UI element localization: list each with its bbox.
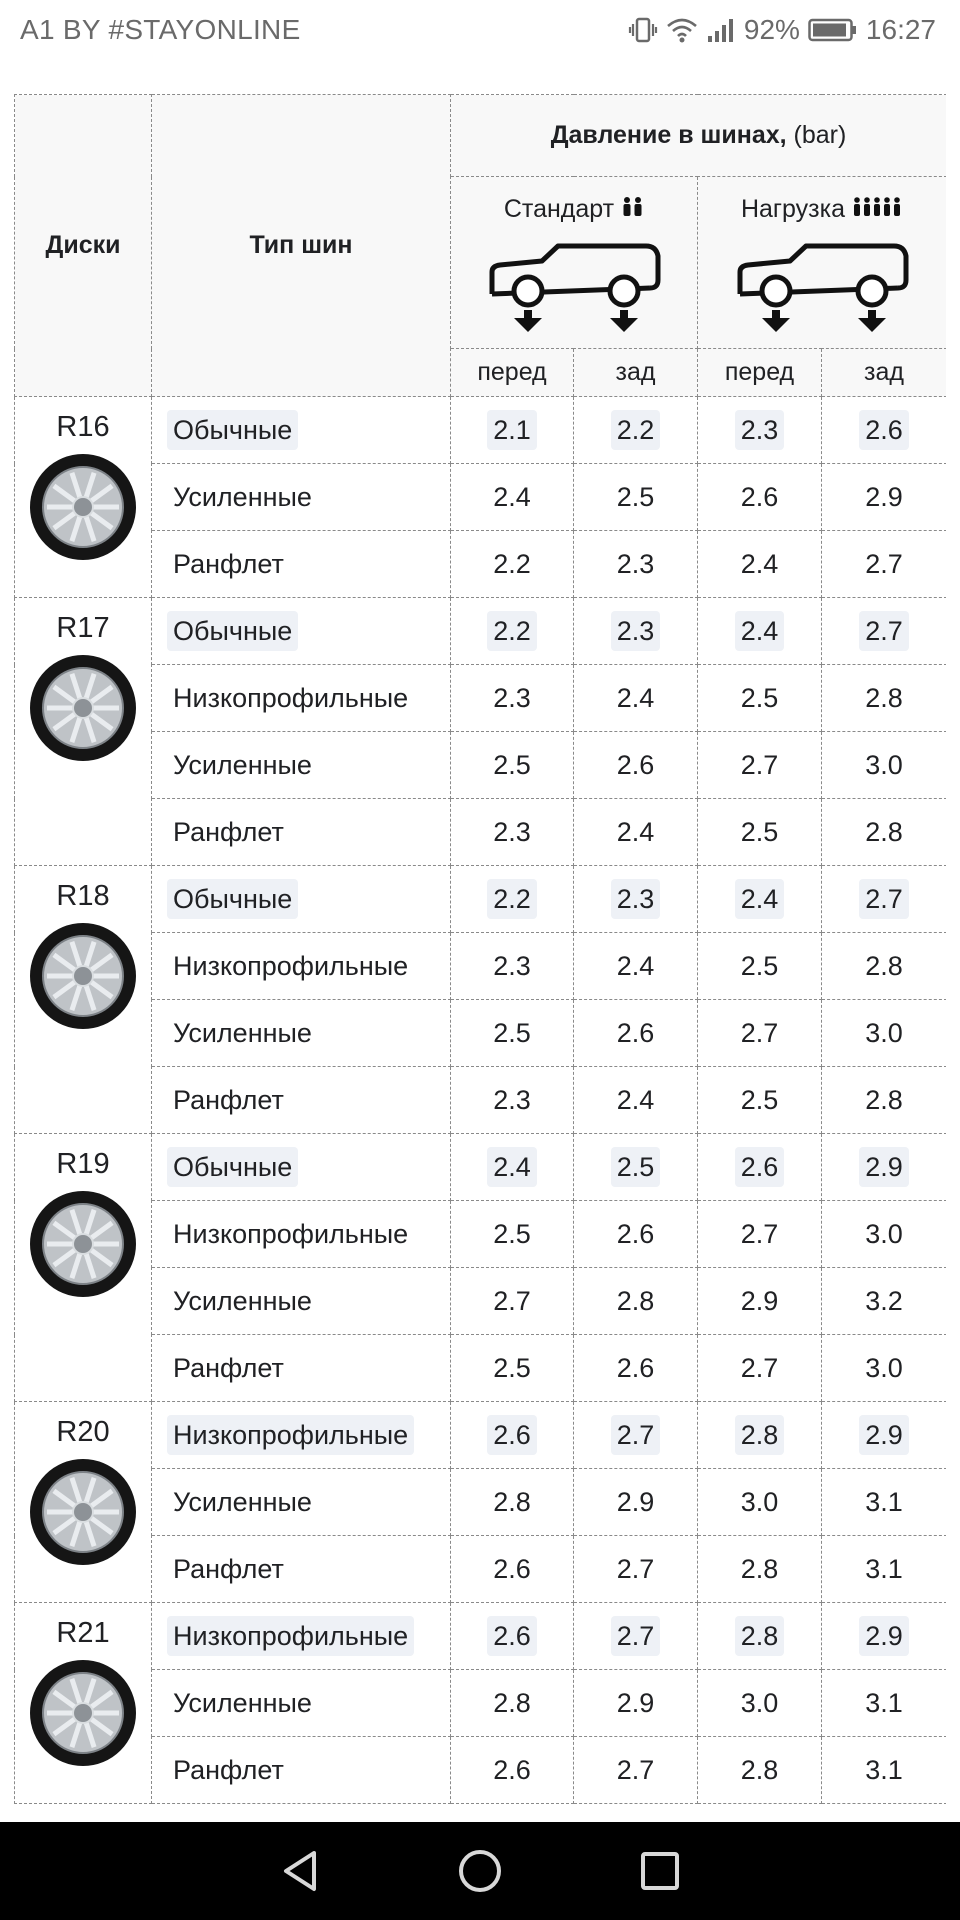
- pressure-value: 2.7: [616, 1754, 655, 1785]
- pressure-value-cell: [451, 531, 574, 598]
- pressure-value-cell: [574, 531, 698, 598]
- pressure-value-cell: [698, 397, 822, 464]
- pressure-value-cell: [574, 1670, 698, 1737]
- pressure-value: 2.9: [859, 1147, 909, 1187]
- tire-type-cell: [152, 1134, 451, 1201]
- pressure-value-cell: [698, 732, 822, 799]
- table-row: [15, 1067, 947, 1134]
- pressure-value-cell: [822, 464, 947, 531]
- pressure-value-cell: [822, 866, 947, 933]
- back-icon[interactable]: [270, 1841, 330, 1901]
- pressure-value-cell: [574, 1335, 698, 1402]
- tire-type-cell: [152, 464, 451, 531]
- standard-label: Стандарт: [503, 195, 615, 223]
- pressure-value: 2.6: [493, 1754, 531, 1785]
- tire-type-label: Обычные: [167, 1147, 298, 1187]
- pressure-value-cell: [451, 1000, 574, 1067]
- disk-cell-r21: [15, 1603, 152, 1804]
- pressure-value: 2.6: [487, 1415, 537, 1455]
- wifi-icon: [666, 16, 698, 44]
- load-label: Нагрузка: [740, 195, 846, 223]
- disk-cell-r19: [15, 1134, 152, 1402]
- pressure-value: 3.0: [740, 1486, 779, 1517]
- pressure-value-cell: [574, 1000, 698, 1067]
- pressure-value: 2.6: [616, 1017, 655, 1048]
- pressure-value: 2.2: [487, 879, 537, 919]
- pressure-value-cell: [574, 397, 698, 464]
- tire-type-cell: [152, 1536, 451, 1603]
- table-row: [15, 799, 947, 866]
- pressure-value-cell: [451, 665, 574, 732]
- pressure-value-cell: [574, 1067, 698, 1134]
- header-standard-rear: зад: [574, 349, 698, 397]
- disk-cell-r17: [15, 598, 152, 866]
- tire-type-label: Усиленные: [173, 481, 312, 512]
- pressure-value: 2.8: [865, 1084, 903, 1115]
- navigation-bar: [0, 1822, 960, 1920]
- pressure-value-cell: [698, 531, 822, 598]
- pressure-value: 2.6: [487, 1616, 537, 1656]
- pressure-value-cell: [822, 1670, 947, 1737]
- pressure-value: 2.8: [740, 1553, 779, 1584]
- pressure-value-cell: [451, 464, 574, 531]
- table-row: [15, 1737, 947, 1804]
- pressure-value: 3.1: [865, 1486, 903, 1517]
- pressure-value-cell: [698, 665, 822, 732]
- table-row: [15, 732, 947, 799]
- pressure-value-cell: [698, 1067, 822, 1134]
- pressure-value: 2.9: [859, 1616, 909, 1656]
- wheel-icon: [15, 653, 151, 768]
- header-load-rear: зад: [822, 349, 947, 397]
- tire-type-cell: [152, 1670, 451, 1737]
- pressure-value-cell: [451, 397, 574, 464]
- pressure-value-cell: [698, 1268, 822, 1335]
- tire-type-cell: [152, 732, 451, 799]
- pressure-value-cell: [698, 1402, 822, 1469]
- tire-type-cell: [152, 1268, 451, 1335]
- pressure-value-cell: [822, 1134, 947, 1201]
- pressure-value: 2.8: [740, 1754, 779, 1785]
- tire-type-label: Ранфлет: [173, 816, 284, 847]
- pressure-value: 2.7: [740, 1352, 779, 1383]
- pressure-value: 3.2: [865, 1285, 903, 1316]
- pressure-value: 2.3: [611, 611, 661, 651]
- pressure-value-cell: [451, 1737, 574, 1804]
- pressure-value: 2.4: [735, 611, 785, 651]
- pressure-value-cell: [822, 397, 947, 464]
- pressure-value-cell: [574, 1469, 698, 1536]
- pressure-value-cell: [698, 1134, 822, 1201]
- pressure-value: 2.7: [611, 1415, 661, 1455]
- pressure-value-cell: [451, 1469, 574, 1536]
- pressure-value: 2.2: [611, 410, 661, 450]
- tire-type-cell: [152, 1603, 451, 1670]
- wheel-icon: [15, 921, 151, 1036]
- table-row: [15, 397, 947, 464]
- rim-size: R17: [56, 612, 110, 644]
- pressure-value: 2.5: [493, 1352, 531, 1383]
- pressure-value: 2.6: [859, 410, 909, 450]
- pressure-value-cell: [822, 1067, 947, 1134]
- tire-type-label: Низкопрофильные: [173, 950, 409, 981]
- pressure-value-cell: [451, 1402, 574, 1469]
- pressure-value-cell: [822, 665, 947, 732]
- pressure-value: 2.7: [616, 1553, 655, 1584]
- pressure-value-cell: [451, 933, 574, 1000]
- pressure-value-cell: [451, 866, 574, 933]
- pressure-value: 2.6: [616, 1352, 655, 1383]
- table-row: [15, 1134, 947, 1201]
- pressure-value: 2.8: [735, 1616, 785, 1656]
- tire-type-label: Ранфлет: [173, 548, 284, 579]
- pressure-value-cell: [698, 866, 822, 933]
- pressure-value-cell: [451, 1670, 574, 1737]
- pressure-value: 2.8: [865, 682, 903, 713]
- pressure-value-cell: [822, 1737, 947, 1804]
- header-tire-type: Тип шин: [152, 95, 451, 397]
- pressure-value-cell: [822, 598, 947, 665]
- car-load-icon: [451, 238, 697, 339]
- table-row: [15, 1000, 947, 1067]
- tire-type-cell: [152, 665, 451, 732]
- status-bar: [0, 0, 960, 60]
- pressure-value: 2.8: [616, 1285, 655, 1316]
- pressure-value: 2.8: [493, 1687, 531, 1718]
- pressure-value-cell: [698, 1536, 822, 1603]
- pressure-value: 2.3: [493, 816, 531, 847]
- battery-percent: 92%: [743, 14, 800, 45]
- pressure-value: 2.7: [740, 1017, 779, 1048]
- table-row: [15, 598, 947, 665]
- pressure-value-cell: [574, 866, 698, 933]
- pressure-value: 2.5: [493, 1218, 531, 1249]
- pressure-value-cell: [822, 799, 947, 866]
- pressure-value-cell: [574, 1201, 698, 1268]
- pressure-value: 2.8: [865, 950, 903, 981]
- pressure-value: 2.6: [493, 1553, 531, 1584]
- tire-type-cell: [152, 531, 451, 598]
- five-people-icon: [853, 195, 903, 224]
- pressure-value-cell: [698, 1469, 822, 1536]
- table-row: [15, 1536, 947, 1603]
- pressure-value-cell: [822, 1201, 947, 1268]
- pressure-value: 2.4: [740, 548, 779, 579]
- pressure-value-cell: [574, 799, 698, 866]
- pressure-value: 2.5: [740, 1084, 779, 1115]
- tire-type-cell: [152, 1067, 451, 1134]
- pressure-value-cell: [698, 598, 822, 665]
- pressure-value: 2.5: [493, 749, 531, 780]
- pressure-value: 2.5: [740, 816, 779, 847]
- pressure-value: 2.5: [611, 1147, 661, 1187]
- pressure-value-cell: [698, 1737, 822, 1804]
- signal-icon: [706, 16, 736, 44]
- tire-type-cell: [152, 1737, 451, 1804]
- header-standard-front: перед: [451, 349, 574, 397]
- vibrate-icon: [628, 15, 658, 45]
- tire-type-cell: [152, 1469, 451, 1536]
- pressure-value-cell: [822, 531, 947, 598]
- pressure-value-cell: [698, 1201, 822, 1268]
- pressure-value: 2.4: [735, 879, 785, 919]
- pressure-value-cell: [451, 1134, 574, 1201]
- table-row: [15, 665, 947, 732]
- pressure-value-cell: [451, 1536, 574, 1603]
- pressure-value: 2.2: [487, 611, 537, 651]
- tire-pressure-table-container: [14, 94, 946, 1814]
- pressure-value-cell: [574, 1402, 698, 1469]
- pressure-value-cell: [822, 1469, 947, 1536]
- pressure-value: 2.9: [859, 1415, 909, 1455]
- table-row: [15, 1670, 947, 1737]
- disk-cell-r16: [15, 397, 152, 598]
- rim-size: R16: [56, 411, 110, 443]
- tire-type-label: Низкопрофильные: [167, 1616, 414, 1656]
- pressure-value-cell: [698, 1335, 822, 1402]
- tire-type-label: Обычные: [167, 611, 298, 651]
- table-row: [15, 1603, 947, 1670]
- pressure-value-cell: [698, 799, 822, 866]
- tire-type-cell: [152, 866, 451, 933]
- pressure-value-cell: [451, 598, 574, 665]
- tire-type-label: Ранфлет: [173, 1553, 284, 1584]
- pressure-value-cell: [451, 1335, 574, 1402]
- pressure-value: 2.6: [740, 481, 779, 512]
- two-people-icon: [622, 195, 644, 224]
- pressure-value-cell: [822, 1603, 947, 1670]
- tire-type-label: Низкопрофильные: [173, 682, 409, 713]
- tire-type-label: Обычные: [167, 879, 298, 919]
- table-row: [15, 1201, 947, 1268]
- pressure-value: 2.7: [493, 1285, 531, 1316]
- pressure-value-cell: [574, 1737, 698, 1804]
- pressure-value: 2.4: [616, 1084, 655, 1115]
- table-row: [15, 1335, 947, 1402]
- pressure-value-cell: [698, 933, 822, 1000]
- pressure-value: 2.7: [740, 749, 779, 780]
- tire-type-cell: [152, 1000, 451, 1067]
- status-icons: [628, 12, 936, 48]
- pressure-value: 2.9: [616, 1687, 655, 1718]
- pressure-value: 2.5: [493, 1017, 531, 1048]
- tire-type-label: Обычные: [167, 410, 298, 450]
- pressure-value: 2.6: [616, 749, 655, 780]
- pressure-value-cell: [698, 1000, 822, 1067]
- car-load-icon: [698, 238, 946, 339]
- tire-type-cell: [152, 397, 451, 464]
- pressure-value: 2.4: [616, 682, 655, 713]
- header-standard: [451, 177, 698, 349]
- pressure-value: 2.5: [616, 481, 655, 512]
- pressure-value: 2.9: [865, 481, 903, 512]
- pressure-value-cell: [822, 1000, 947, 1067]
- pressure-value-cell: [451, 799, 574, 866]
- pressure-value-cell: [822, 732, 947, 799]
- pressure-value-cell: [822, 933, 947, 1000]
- pressure-value-cell: [822, 1268, 947, 1335]
- pressure-value: 2.3: [616, 548, 655, 579]
- rim-size: R18: [56, 880, 110, 912]
- pressure-value-cell: [822, 1335, 947, 1402]
- wheel-icon: [15, 1189, 151, 1304]
- tire-type-label: Ранфлет: [173, 1084, 284, 1115]
- pressure-value-cell: [822, 1402, 947, 1469]
- rim-size: R20: [56, 1416, 110, 1448]
- pressure-value-cell: [574, 933, 698, 1000]
- pressure-value: 3.1: [865, 1687, 903, 1718]
- pressure-value: 2.5: [740, 950, 779, 981]
- tire-type-label: Низкопрофильные: [173, 1218, 409, 1249]
- header-disks: Диски: [15, 95, 152, 397]
- pressure-value: 2.4: [493, 481, 531, 512]
- pressure-value: 2.6: [616, 1218, 655, 1249]
- pressure-value-cell: [451, 1067, 574, 1134]
- header-pressure: Давление в шинах, (bar): [451, 95, 947, 177]
- pressure-value: 2.3: [611, 879, 661, 919]
- pressure-value: 3.0: [865, 1218, 903, 1249]
- pressure-value-cell: [574, 1536, 698, 1603]
- pressure-value-cell: [451, 1201, 574, 1268]
- carrier-name: A1 BY #STAYONLINE: [20, 14, 301, 45]
- tire-type-label: Ранфлет: [173, 1754, 284, 1785]
- pressure-value: 2.8: [735, 1415, 785, 1455]
- tire-type-cell: [152, 1402, 451, 1469]
- pressure-value-cell: [574, 665, 698, 732]
- pressure-value: 2.6: [735, 1147, 785, 1187]
- pressure-value-cell: [574, 732, 698, 799]
- header-load-front: перед: [698, 349, 822, 397]
- tire-type-label: Усиленные: [173, 1017, 312, 1048]
- tire-type-label: Усиленные: [173, 749, 312, 780]
- tire-pressure-table: [14, 94, 946, 1804]
- pressure-value: 2.3: [493, 950, 531, 981]
- tire-type-cell: [152, 933, 451, 1000]
- pressure-value: 2.7: [611, 1616, 661, 1656]
- pressure-value: 3.1: [865, 1553, 903, 1584]
- rim-size: R21: [56, 1617, 110, 1649]
- table-row: [15, 866, 947, 933]
- wheel-icon: [15, 1457, 151, 1572]
- tire-type-cell: [152, 1335, 451, 1402]
- pressure-value: 2.3: [493, 1084, 531, 1115]
- pressure-value: 2.7: [859, 611, 909, 651]
- tire-type-cell: [152, 1201, 451, 1268]
- pressure-value-cell: [574, 464, 698, 531]
- pressure-value: 3.0: [865, 1017, 903, 1048]
- pressure-value: 2.2: [493, 548, 531, 579]
- pressure-value-cell: [451, 1603, 574, 1670]
- wheel-icon: [15, 452, 151, 567]
- tire-type-label: Ранфлет: [173, 1352, 284, 1383]
- table-row: [15, 1402, 947, 1469]
- pressure-value-cell: [451, 1268, 574, 1335]
- pressure-value: 2.4: [616, 816, 655, 847]
- pressure-value-cell: [574, 598, 698, 665]
- tire-type-cell: [152, 598, 451, 665]
- tire-type-label: Усиленные: [173, 1486, 312, 1517]
- table-row: [15, 464, 947, 531]
- clock: 16:27: [865, 14, 936, 45]
- tire-type-label: Усиленные: [173, 1285, 312, 1316]
- pressure-value: 2.9: [740, 1285, 779, 1316]
- wheel-icon: [15, 1658, 151, 1773]
- pressure-value-cell: [698, 1670, 822, 1737]
- pressure-value: 2.3: [493, 682, 531, 713]
- pressure-value-cell: [451, 732, 574, 799]
- pressure-value: 2.9: [616, 1486, 655, 1517]
- pressure-value: 2.7: [859, 879, 909, 919]
- pressure-value-cell: [574, 1603, 698, 1670]
- tire-type-cell: [152, 799, 451, 866]
- pressure-value-cell: [698, 464, 822, 531]
- pressure-value: 3.0: [740, 1687, 779, 1718]
- tire-type-label: Низкопрофильные: [167, 1415, 414, 1455]
- pressure-value: 2.4: [487, 1147, 537, 1187]
- home-icon[interactable]: [450, 1841, 510, 1901]
- table-row: [15, 531, 947, 598]
- tire-type-label: Усиленные: [173, 1687, 312, 1718]
- pressure-value: 2.8: [493, 1486, 531, 1517]
- battery-icon: [808, 17, 858, 43]
- pressure-value: 2.5: [740, 682, 779, 713]
- pressure-value: 2.3: [735, 410, 785, 450]
- table-row: [15, 1469, 947, 1536]
- pressure-value: 3.0: [865, 1352, 903, 1383]
- disk-cell-r20: [15, 1402, 152, 1603]
- recents-icon[interactable]: [630, 1841, 690, 1901]
- pressure-value-cell: [574, 1134, 698, 1201]
- pressure-value: 2.8: [865, 816, 903, 847]
- disk-cell-r18: [15, 866, 152, 1134]
- pressure-value: 3.1: [865, 1754, 903, 1785]
- pressure-value-cell: [698, 1603, 822, 1670]
- pressure-value-cell: [574, 1268, 698, 1335]
- pressure-value: 2.4: [616, 950, 655, 981]
- pressure-value: 3.0: [865, 749, 903, 780]
- pressure-value: 2.7: [740, 1218, 779, 1249]
- table-row: [15, 1268, 947, 1335]
- pressure-value-cell: [822, 1536, 947, 1603]
- rim-size: R19: [56, 1148, 110, 1180]
- table-row: [15, 933, 947, 1000]
- header-load: [698, 177, 947, 349]
- pressure-value: 2.1: [487, 410, 537, 450]
- pressure-value: 2.7: [865, 548, 903, 579]
